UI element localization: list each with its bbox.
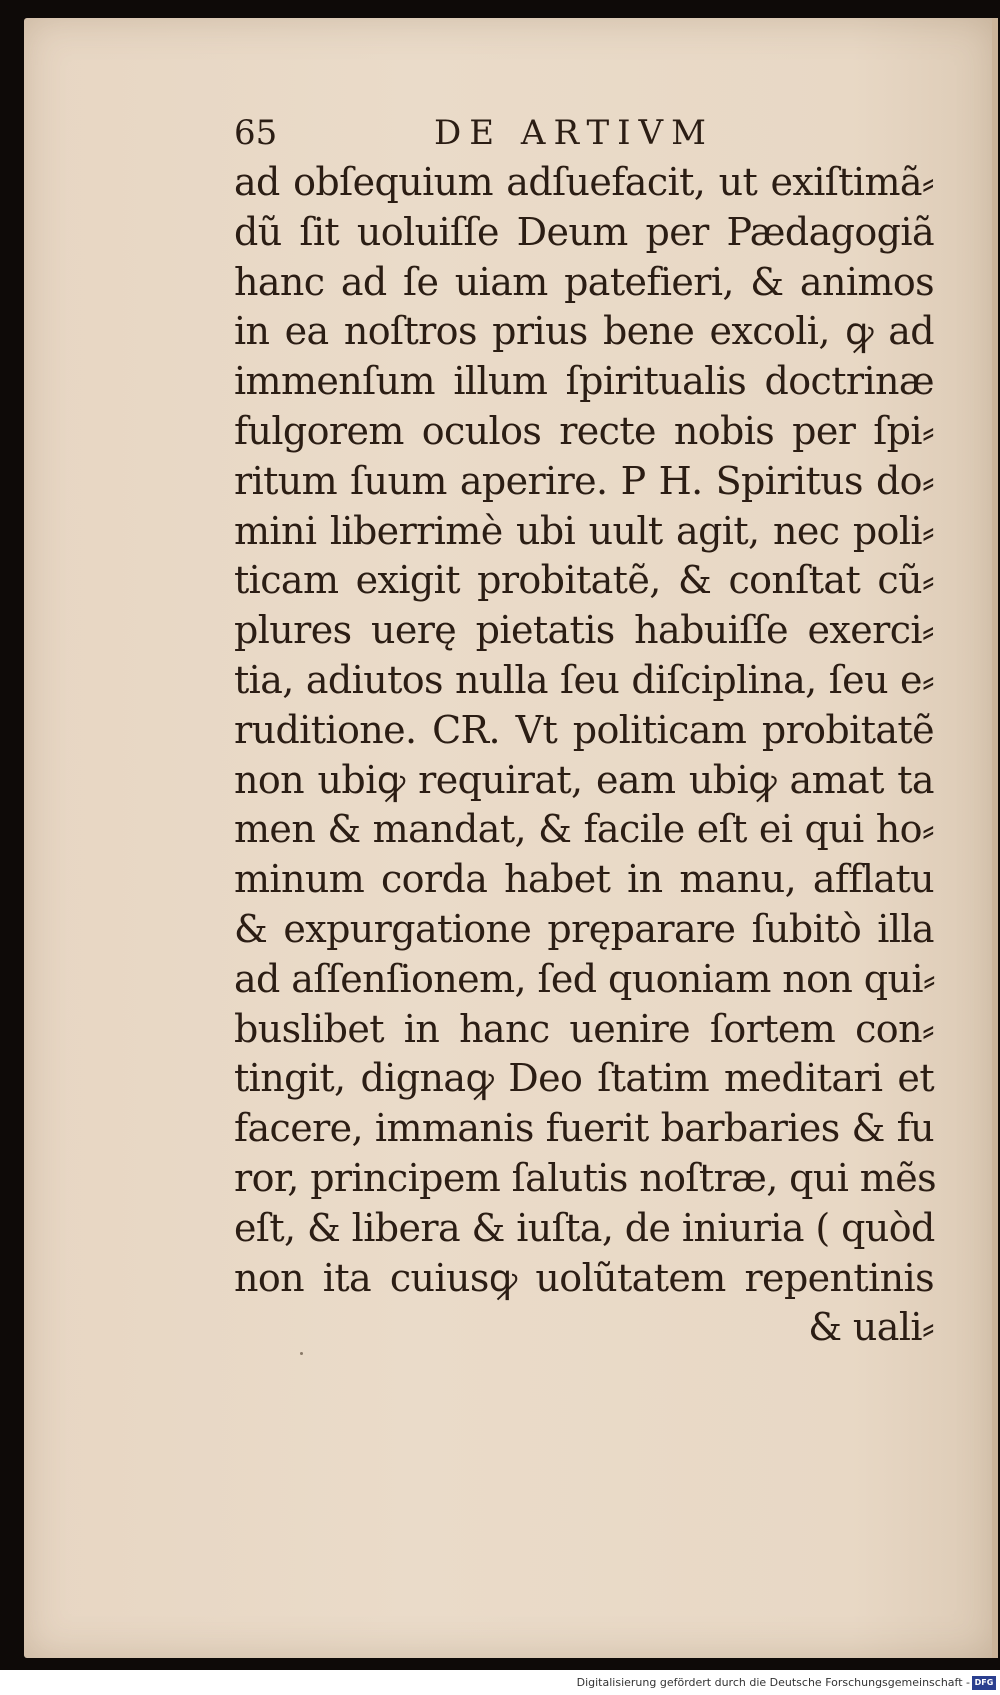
text-line: immenſum illum ſpiritualis doctrinæ (234, 359, 934, 404)
text-line: tia, adiutos nulla ſeu diſciplina, ſeu e⸗ (234, 657, 934, 702)
text-line: ruditione. CR. Vt politicam probitatẽ (234, 707, 934, 752)
page-edge (992, 18, 998, 1658)
text-line: ror, principem ſalutis noſtræ, qui mẽs (234, 1155, 937, 1200)
body-text (234, 158, 937, 1353)
text-line: buslibet in hanc uenire ſortem con⸗ (234, 1006, 934, 1051)
digitization-footer (0, 1672, 1000, 1695)
text-line: fulgorem oculos recte nobis per ſpi⸗ (234, 408, 934, 453)
text-line: mini liberrimè ubi uult agit, nec poli⸗ (234, 508, 934, 553)
text-line: minum corda habet in manu, afflatu (234, 857, 934, 902)
text-line: ticam exigit probitatẽ, & conſtat cũ⸗ (234, 558, 934, 603)
page-number: 65 (234, 113, 278, 153)
text-line: & expurgatione pręparare ſubitò illa (234, 906, 934, 951)
text-line: ad obſequium adſuefacit, ut exiſtimã⸗ (234, 160, 934, 204)
text-line: dũ ſit uoluiſſe Deum per Pædagogiã (234, 209, 934, 254)
text-line: ad aſſenſionem, ſed quoniam non qui⸗ (234, 956, 935, 1001)
text-line: tingit, dignaꝙ Deo ſtatim meditari et (234, 1056, 934, 1101)
catchword: & uali⸗ (808, 1305, 934, 1350)
printer-mark (300, 1352, 303, 1355)
text-line: hanc ad ſe uiam patefieri, & animos (234, 259, 934, 304)
text-line: men & mandat, & facile eſt ei qui ho⸗ (234, 807, 934, 852)
page-header (234, 110, 754, 156)
text-line: plures uerę pietatis habuiſſe exerci⸗ (234, 608, 934, 653)
text-line: in ea noſtros prius bene excoli, ꝙ ad (234, 309, 934, 354)
dfg-logo: DFG (972, 1676, 996, 1690)
running-title: DE ARTIVM (434, 113, 714, 153)
text-line: facere, immanis fuerit barbaries & fu (234, 1106, 934, 1151)
text-line: non ubiꝙ requirat, eam ubiꝙ amat ta (234, 757, 934, 802)
text-line: eſt, & libera & iuſta, de iniuria ( quòd (234, 1205, 935, 1250)
text-line: non ita cuiusꝙ uolũtatem repentinis (234, 1255, 934, 1300)
footer-credit: Digitalisierung gefördert durch die Deutsche Forschungsgemeinschaft - (576, 1676, 970, 1689)
text-line: ritum ſuum aperire. P H. Spiritus do⸗ (234, 458, 934, 503)
